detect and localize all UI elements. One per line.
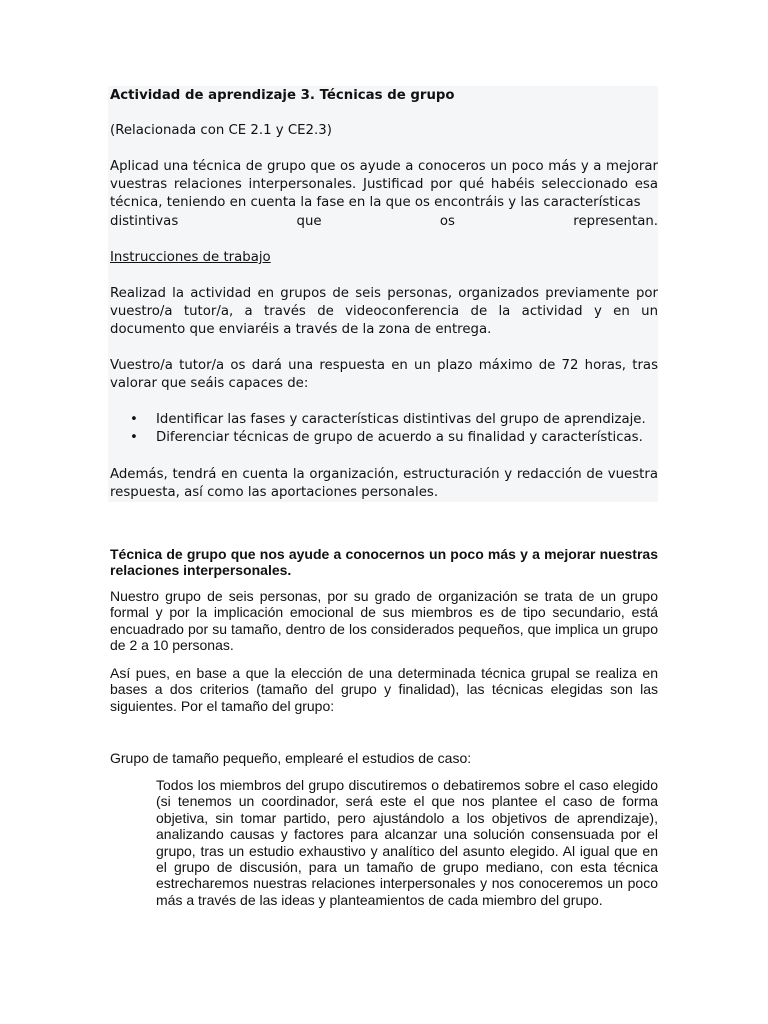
answer-paragraph-2: Así pues, en base a que la elección de una determinada técnica grupal se realiza en bases a dos criterios (tamaño del grupo y finalidad), las técnicas elegidas son las siguientes. Por el tamaño del grupo: (110, 665, 658, 714)
instructions-heading: Instrucciones de trabajo (110, 250, 271, 265)
activity-title: Actividad de aprendizaje 3. Técnicas de grupo (110, 88, 455, 103)
instructions-paragraph-3: Además, tendrá en cuenta la organización, estructuración y redacción de vuestra respuesta, así como las aportaciones personales. (110, 467, 658, 501)
instructions-paragraph-2: Vuestro/a tutor/a os dará una respuesta en un plazo máximo de 72 horas, tras valorar que seáis capaces de: (110, 358, 658, 392)
list-item: • Identificar las fases y características distintivas del grupo de aprendizaje. (110, 411, 658, 429)
list-item: • Diferenciar técnicas de grupo de acuerdo a su finalidad y características. (110, 429, 658, 447)
activity-intro-last-line: distintivas que os representan. (110, 214, 658, 229)
answer-heading: Técnica de grupo que nos ayude a conocernos un poco más y a mejorar nuestras relaciones interpersonales. (110, 546, 658, 579)
answer-paragraph-1: Nuestro grupo de seis personas, por su grado de organización se trata de un grupo formal y por la implicación emocional de sus miembros es de tipo secundario, está encuadrado por su tamaño, dentro de los considerados pequeños, que implica un grupo de 2 a 10 personas. (110, 588, 658, 654)
instructions-paragraph-1: Realizad la actividad en grupos de seis personas, organizados previamente por vuestro/a tutor/a, a través de videoconferencia de la actividad y en un documento que enviaréis a través de la zona de entrega. (110, 286, 658, 338)
related-criteria: (Relacionada con CE 2.1 y CE2.3) (110, 123, 332, 138)
activity-intro-line-block: Aplicad una técnica de grupo que os ayude a conoceros un poco más y a mejorar vuestras relaciones interpersonales. Justificad por qué habéis seleccionado esa técnica, teniendo en cuenta la fase en la que os encontráis y las características (110, 159, 658, 211)
capabilities-list (110, 411, 658, 447)
case-study-description: Todos los miembros del grupo discutiremos o debatiremos sobre el caso elegido (si tenemos un coordinador, será este el que nos plantee el caso de forma objetiva, sin tomar partido, pero ajustándolo a los objetivos de aprendizaje), analizando causas y factores para alcanzar una solución consensuada por el grupo, tras un estudio exhaustivo y analítico del asunto elegido. Al igual que en el grupo de discusión, para un tamaño de grupo mediano, con esta técnica estrecharemos nuestras relaciones interpersonales y nos conoceremos un poco más a través de las ideas y planteamientos de cada miembro del grupo. (156, 777, 658, 908)
answer-paragraph-3: Grupo de tamaño pequeño, emplearé el estudios de caso: (110, 750, 472, 766)
